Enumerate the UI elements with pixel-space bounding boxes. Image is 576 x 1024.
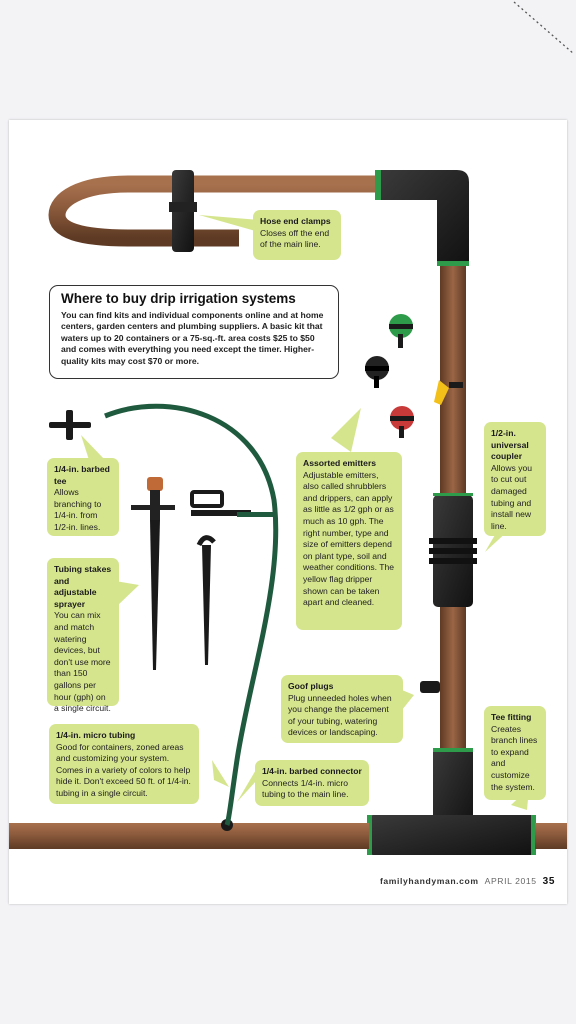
page-curl-dotted-line — [506, 0, 576, 60]
callout-body: You can mix and match watering devices, but don't use more than 150 gallons per hour (gph) on a single circuit. — [54, 610, 111, 714]
callout-title: 1/2-in. universal coupler — [491, 428, 529, 462]
magazine-page — [9, 120, 567, 904]
callout-tubing-stakes — [47, 558, 119, 714]
tubing-stake-plain — [199, 538, 214, 665]
tee-fitting-body — [369, 815, 535, 855]
callout-body: Allows you to cut out damaged tubing and install new line. — [491, 462, 533, 531]
callout-micro-tubing — [49, 724, 199, 804]
footer-issue: APRIL 2015 — [484, 876, 537, 886]
callout-title: Goof plugs — [288, 681, 334, 691]
callout-tee-fitting — [484, 706, 546, 800]
callout-title: 1/4-in. barbed tee — [54, 464, 110, 486]
main-line-horizontal-right — [535, 823, 567, 849]
callout-title: 1/4-in. barbed connector — [262, 766, 362, 776]
callout-title: Tee fitting — [491, 712, 532, 722]
callout-hose-end-clamps — [253, 210, 341, 260]
main-line-horizontal-left — [9, 823, 369, 849]
callout-title: Assorted emitters — [303, 458, 377, 468]
where-to-buy-title: Where to buy drip irrigation systems — [61, 291, 296, 306]
where-to-buy-box — [49, 285, 339, 379]
elbow-fitting — [379, 170, 469, 265]
callout-barbed-tee — [47, 458, 119, 536]
green-emitter — [389, 314, 413, 348]
callout-goof-plugs — [281, 675, 403, 743]
callout-body: Good for containers, zoned areas and customizing your system. Comes in a variety of colors to help hide it. Don't exceed 50 ft. of 1/4-in. tubing in a single circuit. — [56, 741, 191, 798]
callout-body: Creates branch lines to expand and customize the system. — [491, 723, 538, 792]
adjustable-sprayer — [191, 492, 277, 517]
tubing-stake-orange — [131, 477, 175, 670]
goof-plug — [420, 681, 440, 693]
callout-title: Tubing stakes and adjustable sprayer — [54, 564, 112, 609]
red-emitter — [390, 406, 414, 438]
callout-assorted-emitters — [296, 452, 402, 630]
footer-page-number: 35 — [542, 876, 555, 887]
callout-body: Closes off the end of the main line. — [260, 227, 330, 250]
where-to-buy-body: You can find kits and individual components online and at home centers, garden centers and plumbing suppliers. A basic kit that waters up to 20 containers or a 75-sq.-ft. area costs $25 to $50 and comes with everything you need except the timer. Higher-quality kits may cost $70 or more. — [61, 310, 324, 366]
callout-body: Plug unneeded holes when you change the placement of your tubing, watering devices or landscaping. — [288, 692, 392, 738]
callout-universal-coupler — [484, 422, 546, 536]
black-emitter — [365, 356, 389, 388]
page-footer — [380, 876, 555, 887]
callout-body: Adjustable emitters, also called shrubblers and drippers, can apply as little as 1/2 gph or as much as 10 gph. The right number, type and size of emitters depend on plant type, soil and weather conditions. The yellow flag dripper shown can be taken apart and cleaned. — [303, 469, 395, 608]
callout-body: Allows branching to 1/4-in. from 1/2-in. lines. — [54, 487, 102, 532]
callout-barbed-connector — [255, 760, 369, 806]
callout-title: 1/4-in. micro tubing — [56, 730, 136, 740]
barbed-tee-part — [49, 410, 91, 440]
callout-title: Hose end clamps — [260, 216, 331, 226]
callout-body: Connects 1/4-in. micro tubing to the main line. — [262, 777, 349, 800]
footer-site: familyhandyman.com — [379, 876, 479, 886]
